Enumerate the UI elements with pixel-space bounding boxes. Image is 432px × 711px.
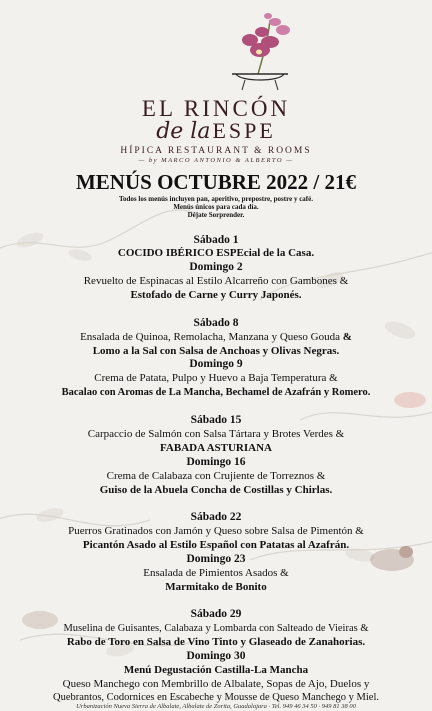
menu-dish: Picantón Asado al Estilo Español con Patatas al Azafrán. [82,539,350,551]
menu-day: Domingo 30 [186,650,246,662]
menu-day: Domingo 2 [189,261,243,273]
menu-dish-amp: & [340,331,352,343]
menu-dish: Lomo a la Sal con Salsa de Anchoas y Olivas Negras. [92,345,340,357]
orchid-logo-icon [0,0,432,170]
footer-address: Urbanización Nueva Sierra de Albalate, Albalate de Zorita, Guadalajara · Tel. 949 46 34 50 · 949 81 38 00 [76,703,356,710]
menu-dish-text: Ensalada de Quinoa, Remolacha, Manzana y Queso Gouda [80,331,341,343]
menu-dish: Crema de Calabaza con Crujiente de Torreznos & [106,470,326,482]
brand-subtitle: HÍPICA RESTAURANT & ROOMS [120,146,312,156]
brand-script: de la [156,119,211,144]
menu-dish: Ensalada de Pimientos Asados & [143,567,289,579]
menu-day: Sábado 8 [193,317,239,329]
menu-day: Sábado 22 [190,511,242,523]
brand-byline: — by MARCO ANTONIO & ALBERTO — [138,157,294,164]
note-line: Menús únicos para cada día. [173,203,259,211]
menu-title: MENÚS OCTUBRE 2022 / 21€ [75,170,357,194]
brand-name-line2 [0,118,432,144]
menu-dish: Revuelto de Espinacas al Estilo Alcarreño con Gambones & [83,275,349,287]
brand-espe: ESPE [212,118,276,143]
menu-dish: Puerros Gratinados con Jamón y Queso sobre Salsa de Pimentón & [68,525,364,537]
brand-name: EL RINCÓN [141,96,291,121]
menu-dish [0,331,432,344]
menu-dish: Guiso de la Abuela Concha de Costillas y Chirlas. [99,484,333,496]
menu-dish: Muselina de Guisantes, Calabaza y Lombarda con Salteado de Vieiras & [63,623,369,634]
menu-dish: Marmitako de Bonito [165,581,267,593]
menu-dish: COCIDO IBÉRICO ESPEcial de la Casa. [117,247,315,259]
note-line: Todos los menús incluyen pan, aperitivo, prepostre, postre y café. [118,195,313,203]
menu-day: Domingo 9 [189,358,243,370]
menu-dish: Estofado de Carne y Curry Japonés. [130,289,302,301]
note-line: Déjate Sorprender. [187,211,245,219]
menu-day: Sábado 1 [193,234,239,246]
menu-dish: Quebrantos, Codornices en Escabeche y Mousse de Queso Manchego y Miel. [53,692,379,703]
menu-dish: Menú Degustación Castilla-La Mancha [123,664,309,676]
menu-dish: FABADA ASTURIANA [160,442,272,454]
menu-day: Sábado 29 [190,608,242,620]
menu-day: Sábado 15 [190,414,242,426]
menu-day: Domingo 16 [186,456,246,468]
menu-day: Domingo 23 [186,553,246,565]
menu-dish: Rabo de Toro en Salsa de Vino Tinto y Glaseado de Zanahorias. [66,636,366,648]
menu-dish: Carpaccio de Salmón con Salsa Tártara y Brotes Verdes & [87,428,345,440]
menu-dish: Bacalao con Aromas de La Mancha, Bechamel de Azafrán y Romero. [61,387,371,398]
menu-dish: Queso Manchego con Membrillo de Albalate, Sopas de Ajo, Duelos y [62,678,370,690]
menu-dish: Crema de Patata, Pulpo y Huevo a Baja Temperatura & [94,372,338,384]
